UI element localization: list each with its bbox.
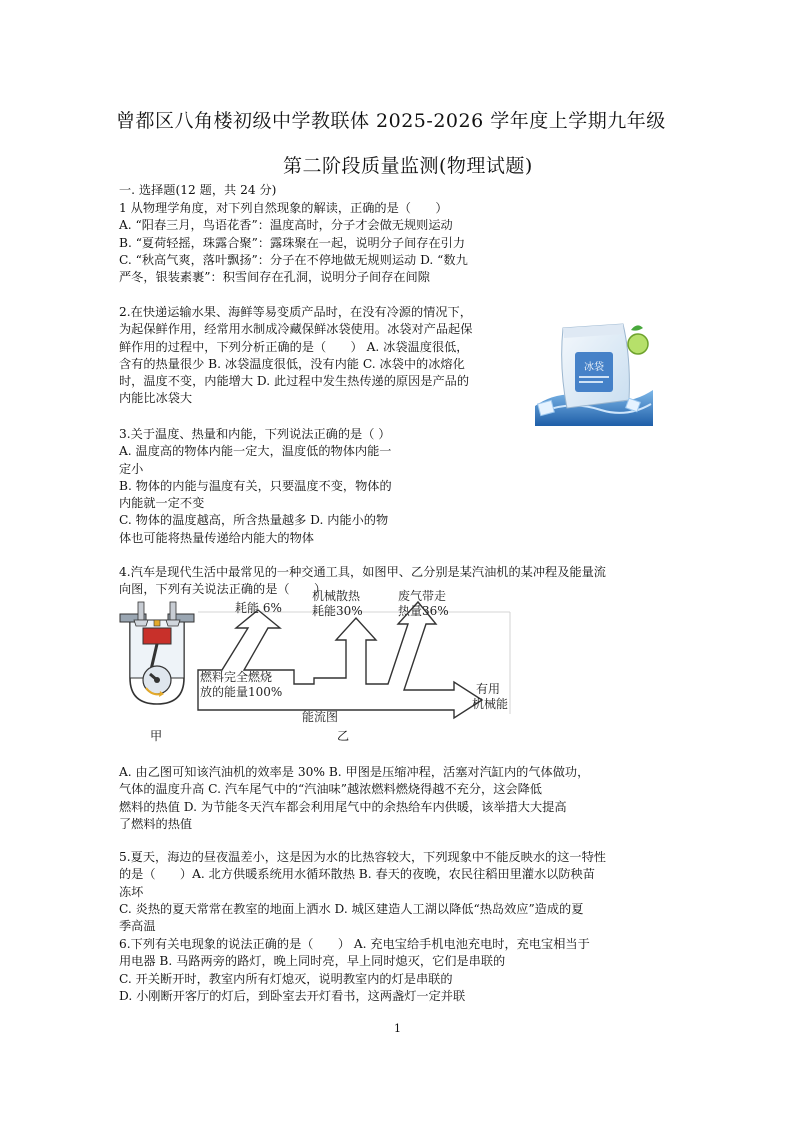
flow-loss1-label: 耗能 6%: [235, 601, 282, 615]
question-3: [119, 426, 392, 547]
question-line: C. 炎热的夏天常常在教室的地面上洒水 D. 城区建造人工湖以降低“热岛效应”造成的夏: [119, 901, 584, 916]
question-line: 用电器 B. 马路两旁的路灯，晚上同时亮，早上同时熄灭，它们是串联的: [119, 954, 506, 969]
exam-title-line2: 第二阶段质量监测(物理试题): [283, 155, 533, 177]
question-line: C. 开关断开时，教室内所有灯熄灭，说明教室内的灯是串联的: [119, 971, 453, 986]
flow-caption: 能流图: [302, 710, 339, 724]
question-line: A. 温度高的物体内能一定大，温度低的物体内能一: [119, 444, 392, 459]
question-line: 2.在快递运输水果、海鲜等易变质产品时，在没有冷源的情况下，: [119, 305, 472, 319]
flow-input-line1: 燃料完全燃烧: [200, 670, 273, 684]
figure-label-jia: 甲: [150, 729, 163, 743]
question-line: 严冬，银装素裹”：积雪间存在孔洞，说明分子间存在间隙: [119, 270, 430, 285]
question-line: 4.汽车是现代生活中最常见的一种交通工具，如图甲、乙分别是某汽油机的某冲程及能量流: [119, 565, 606, 579]
flow-input-line2: 放的能量100%: [200, 685, 283, 699]
flow-loss2-line2: 耗能30%: [312, 604, 363, 618]
question-line: B. 物体的内能与温度有关，只要温度不变，物体的: [119, 478, 392, 493]
question-line: B. “夏荷轻摇，珠露合聚”：露珠聚在一起，说明分子间存在引力: [119, 235, 466, 250]
engine-cylinder-diagram: [116, 598, 198, 710]
ice-bag-image: [531, 318, 655, 426]
page-number: 1: [394, 1022, 401, 1035]
question-line: 时，温度不变，内能增大 D. 此过程中发生热传递的原因是产品的: [119, 374, 470, 389]
question-line: 冻坏: [119, 884, 144, 899]
question-line: 季高温: [119, 919, 156, 934]
question-line: 内能比冰袋大: [119, 391, 193, 406]
question-line: 体也可能将热量传递给内能大的物体: [119, 530, 314, 545]
question-line: C. “秋高气爽，落叶飘扬”：分子在不停地做无规则运动 D. “数九: [119, 252, 468, 267]
question-1: [119, 200, 468, 286]
ice-bag-label: 冰袋: [584, 362, 604, 373]
question-line: C. 物体的温度越高，所含热量越多 D. 内能小的物: [119, 513, 389, 528]
question-line: 6.下列有关电现象的说法正确的是（ ） A. 充电宝给手机电池充电时，充电宝相当于: [119, 937, 590, 951]
question-line: 内能就一定不变: [119, 496, 205, 511]
question-line: 3.关于温度、热量和内能，下列说法正确的是（ ）: [119, 427, 391, 441]
section-heading: 一. 选择题(12 题，共 24 分): [119, 183, 277, 197]
flow-useful-line1: 有用: [476, 682, 501, 696]
flow-loss2-line1: 机械散热: [312, 589, 361, 603]
flow-useful-line2: 机械能: [472, 697, 509, 711]
question-line: 燃料的热值 D. 为节能冬天汽车都会利用尾气中的余热给车内供暖，该举措大大提高: [119, 799, 567, 814]
question-line: A. 由乙图可知该汽油机的效率是 30% B. 甲图是压缩冲程，活塞对汽缸内的气体做功，: [119, 765, 590, 779]
question-line: 气体的温度升高 C. 汽车尾气中的“汽油味”越浓燃料燃烧得越不充分，这会降低: [119, 782, 542, 797]
question-line: 向图，下列有关说法正确的是（ ）: [119, 582, 327, 597]
question-line: 含有的热量很少 B. 冰袋温度很低，没有内能 C. 冰袋中的冰熔化: [119, 356, 465, 371]
question-line: 了燃料的热值: [119, 816, 193, 831]
question-5: [119, 849, 606, 935]
question-line: 5.夏天，海边的昼夜温差小，这是因为水的比热容较大，下列现象中不能反映水的这一特性: [119, 850, 606, 864]
flow-loss3-line2: 热量36%: [398, 604, 449, 618]
question-line: 的是（ ）A. 北方供暖系统用水循环散热 B. 春天的夜晚，农民往稻田里灌水以防秧苗: [119, 867, 595, 882]
exam-title-line1: 曾都区八角楼初级中学教联体 2025-2026 学年度上学期九年级: [116, 110, 666, 132]
question-line: 鲜作用的过程中，下列分析正确的是（ ） A. 冰袋温度很低，: [119, 339, 469, 354]
question-line: 定小: [119, 461, 144, 476]
question-6: [119, 936, 590, 1005]
question-2: [119, 304, 472, 408]
question-line: 1 从物理学角度，对下列自然现象的解读，正确的是（ ）: [119, 201, 448, 215]
question-line: A. “阳春三月，鸟语花香”：温度高时，分子才会做无规则运动: [119, 218, 453, 233]
question-line: 为起保鲜作用，经常用水制成冷藏保鲜冰袋使用。冰袋对产品起保: [119, 322, 473, 337]
question-4-options: [119, 764, 589, 833]
figure-label-yi: 乙: [337, 729, 350, 743]
question-line: D. 小刚断开客厅的灯后，到卧室去开灯看书，这两盏灯一定并联: [119, 988, 466, 1003]
flow-loss3-line1: 废气带走: [398, 589, 447, 603]
